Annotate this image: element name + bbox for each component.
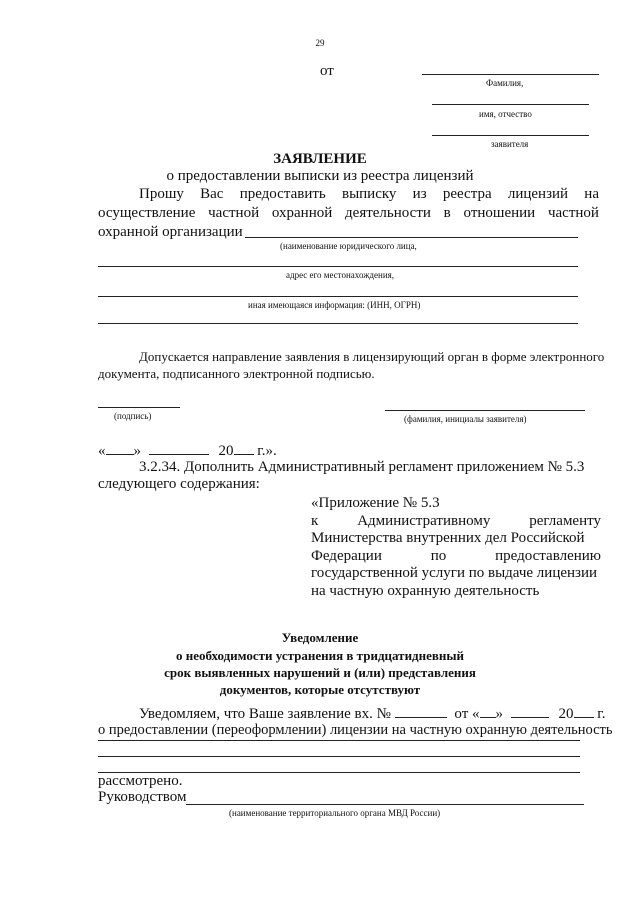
date-year-prefix: 20 (218, 443, 234, 459)
electronic-note-line-2: документа, подписанного электронной подписью. (98, 366, 375, 381)
statement-line-3: охранной организации (98, 224, 243, 240)
word: на (584, 186, 599, 202)
address-line[interactable] (98, 266, 578, 267)
statement-line-1 (139, 186, 599, 203)
appendix-line-2 (311, 513, 601, 530)
word: частной (547, 205, 599, 221)
word: из (412, 186, 427, 202)
date-open-quote: « (98, 443, 106, 459)
organ-line[interactable] (186, 804, 584, 805)
word: Федерации (311, 548, 382, 564)
date-close-quote: » (133, 443, 141, 459)
word: Вас (200, 186, 224, 202)
word: осуществление (98, 205, 196, 221)
notice-line-2[interactable] (98, 756, 580, 757)
word: Административному (357, 513, 491, 529)
date-suffix: г.». (257, 443, 277, 459)
notice-year-blank[interactable] (574, 704, 594, 718)
word: выписку (341, 186, 397, 202)
extra-line[interactable] (98, 323, 578, 324)
notice-subtitle-1: о необходимости устранения в тридцатидневный (175, 648, 465, 663)
notice-paragraph-2: о предоставлении (переоформлении) лицензии на частную охранную деятельность (98, 722, 613, 738)
notice-from: от « (454, 706, 480, 722)
word: реестра (442, 186, 492, 202)
applicant-caption: заявителя (491, 139, 529, 149)
page-number: 29 (315, 38, 325, 48)
notice-month-blank[interactable] (511, 704, 549, 718)
day-blank[interactable] (106, 441, 134, 455)
word: деятельности (345, 205, 431, 221)
appendix-line-4 (311, 548, 601, 565)
notice-day-blank[interactable] (480, 704, 496, 718)
word: к (311, 513, 319, 529)
signature-line[interactable] (98, 407, 180, 408)
name-line[interactable] (432, 104, 589, 105)
word: частной (208, 205, 260, 221)
month-blank[interactable] (149, 441, 209, 455)
surname-caption: Фамилия, (486, 78, 524, 88)
notice-title: Уведомление (281, 630, 359, 645)
applicant-line[interactable] (432, 135, 589, 136)
statement-title: ЗАЯВЛЕНИЕ (273, 151, 367, 167)
name-caption: имя, отчество (479, 109, 532, 119)
word: предоставить (239, 186, 326, 202)
word: регламенту (529, 513, 601, 529)
notice-close-quote: » (495, 706, 504, 722)
signature-caption: (подпись) (114, 411, 152, 421)
fio-line[interactable] (385, 410, 585, 411)
from-label: от (320, 63, 334, 79)
org-name-line[interactable] (245, 237, 578, 238)
appendix-line-1: «Приложение № 5.3 (311, 495, 440, 511)
appendix-line-3: Министерства внутренних дел Российской (311, 530, 585, 546)
electronic-note-line-1: Допускается направление заявления в лицензирующий орган в форме электронного (139, 349, 605, 364)
notice-text: Уведомляем, что Ваше заявление вх. № (139, 706, 391, 722)
notice-line-1[interactable] (98, 740, 580, 741)
appendix-line-6: на частную охранную деятельность (311, 583, 540, 599)
notice-year-suffix: г. (597, 706, 606, 722)
address-caption: адрес его местонахождения, (286, 270, 395, 280)
notice-year-prefix: 20 (558, 706, 574, 722)
surname-line[interactable] (422, 74, 599, 75)
word: Прошу (139, 186, 184, 202)
word: охранной (271, 205, 333, 221)
other-info-caption: иная имеющаяся информация: (ИНН, ОГРН) (248, 300, 421, 310)
other-info-line[interactable] (98, 296, 578, 297)
word: предоставлению (495, 548, 601, 564)
org-caption: (наименование юридического лица, (280, 241, 417, 251)
notice-subtitle-2: срок выявленных нарушений и (или) представления (164, 665, 476, 680)
word: отношении (463, 205, 536, 221)
notice-paragraph-1 (139, 704, 605, 723)
guided-label: Руководством (98, 789, 187, 805)
word: в (443, 205, 451, 221)
statement-date (98, 441, 277, 460)
statement-subtitle: о предоставлении выписки из реестра лицензий (166, 168, 474, 184)
amendment-line-1: 3.2.34. Дополнить Административный регламент приложением № 5.3 (139, 459, 585, 475)
word: лицензий (507, 186, 569, 202)
fio-caption: (фамилия, инициалы заявителя) (404, 414, 527, 424)
notice-subtitle-3: документов, которые отсутствуют (219, 682, 421, 697)
organ-caption: (наименование территориального органа МВД России) (229, 808, 441, 818)
statement-line-2 (98, 205, 599, 222)
word: по (430, 548, 447, 564)
reviewed-label: рассмотрено. (98, 773, 183, 789)
year-blank[interactable] (234, 441, 254, 455)
appendix-line-5: государственной услуги по выдаче лицензии (311, 565, 598, 581)
incoming-number-blank[interactable] (395, 704, 447, 718)
amendment-line-2: следующего содержания: (98, 476, 260, 492)
